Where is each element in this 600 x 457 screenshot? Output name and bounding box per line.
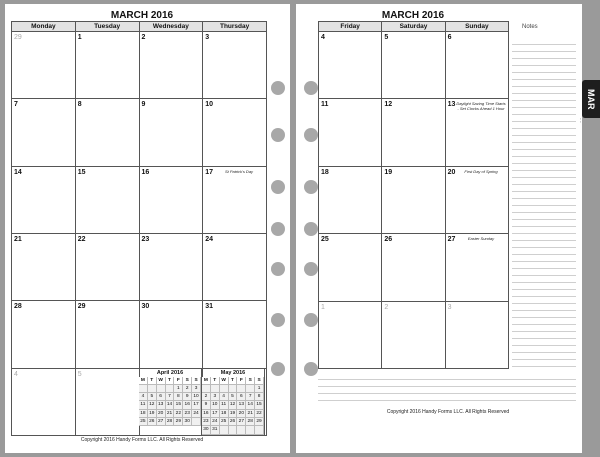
copyright: Copyright 2016 Handy Forms LLC. All Rights Reserved [80, 437, 204, 443]
mini-weekday: S [255, 377, 264, 385]
mini-day: 24 [211, 418, 220, 426]
mini-day: 1 [174, 385, 183, 393]
day-cell[interactable] [446, 32, 509, 99]
mini-day: 9 [202, 401, 211, 409]
binder-hole [271, 180, 285, 194]
mini-day: 3 [192, 385, 201, 393]
mini-day: 18 [220, 410, 229, 418]
mini-calendar-grid [139, 377, 201, 427]
day-cell[interactable] [382, 167, 445, 234]
day-cell[interactable] [203, 32, 267, 99]
mini-day: 17 [211, 410, 220, 418]
day-number: 13 [447, 101, 456, 109]
mini-day: 8 [174, 393, 183, 401]
binder-hole [304, 81, 318, 95]
mini-day: 21 [166, 410, 175, 418]
mini-weekday: S [246, 377, 255, 385]
mini-day: 5 [229, 393, 238, 401]
mini-day [157, 385, 166, 393]
weekday-header: Monday [12, 22, 76, 32]
mini-day: 7 [166, 393, 175, 401]
mini-day: 6 [237, 393, 246, 401]
binder-hole [271, 362, 285, 376]
day-number: 27 [447, 236, 456, 244]
mini-day: 29 [174, 418, 183, 426]
day-number: 2 [384, 303, 389, 311]
mini-day: 26 [229, 418, 238, 426]
day-number: 3 [447, 303, 452, 311]
mini-day: 11 [139, 401, 148, 409]
mini-day: 8 [255, 393, 264, 401]
day-cell[interactable] [140, 234, 204, 301]
binder-hole [304, 180, 318, 194]
mini-day: 22 [255, 410, 264, 418]
day-number: 1 [321, 303, 325, 311]
mini-weekday: M [139, 377, 148, 385]
day-cell[interactable] [319, 167, 382, 234]
day-number: 8 [77, 101, 82, 109]
holiday-note: First Day of Spring [464, 168, 498, 174]
mini-day: 19 [148, 410, 157, 418]
day-cell[interactable] [140, 167, 204, 234]
notes-lines [512, 38, 576, 368]
mini-day: 24 [192, 410, 201, 418]
mini-day [202, 385, 211, 393]
mini-weekday: M [202, 377, 211, 385]
day-cell[interactable] [319, 99, 382, 166]
mini-day: 4 [220, 393, 229, 401]
day-cell[interactable] [203, 301, 267, 368]
day-number: 23 [141, 236, 150, 243]
day-cell[interactable] [319, 234, 382, 301]
mini-day: 28 [166, 418, 175, 426]
mini-day: 6 [157, 393, 166, 401]
mini-day: 30 [183, 418, 192, 426]
day-cell[interactable] [12, 167, 76, 234]
day-cell[interactable] [76, 369, 140, 436]
weekday-header: Wednesday [140, 22, 204, 32]
day-number: 26 [384, 236, 393, 244]
day-cell[interactable] [446, 167, 509, 234]
mini-weekday: T [229, 377, 238, 385]
binder-hole [304, 362, 318, 376]
day-cell[interactable] [203, 234, 267, 301]
mini-weekday: F [237, 377, 246, 385]
mini-day: 7 [246, 393, 255, 401]
day-number: 15 [77, 168, 86, 176]
day-cell[interactable] [140, 301, 204, 368]
mini-day: 3 [211, 393, 220, 401]
calendar-grid-right [318, 21, 509, 369]
day-number: 14 [14, 168, 22, 176]
mini-weekday: W [157, 377, 166, 385]
mini-day: 12 [148, 401, 157, 409]
day-number: 29 [14, 34, 22, 41]
mini-day [255, 426, 264, 434]
day-number: 25 [321, 236, 329, 244]
day-number: 20 [447, 168, 456, 176]
mini-day: 14 [166, 401, 175, 409]
mini-day [237, 426, 246, 434]
mini-day: 1 [255, 385, 264, 393]
mini-day: 25 [220, 418, 229, 426]
mini-day: 30 [202, 426, 211, 434]
day-number: 4 [14, 370, 18, 378]
mini-day: 25 [139, 418, 148, 426]
mini-day: 15 [174, 401, 183, 409]
mini-day [139, 385, 148, 393]
mini-day: 23 [183, 410, 192, 418]
binder-hole [271, 262, 285, 276]
mini-weekday: S [183, 377, 192, 385]
mini-day: 20 [157, 410, 166, 418]
day-number: 30 [141, 303, 150, 311]
binder-hole [271, 313, 285, 327]
mini-weekday: T [148, 377, 157, 385]
mini-day: 2 [183, 385, 192, 393]
page-title: MARCH 2016 [381, 10, 445, 21]
weekday-header: Tuesday [76, 22, 140, 32]
day-cell[interactable] [76, 234, 140, 301]
mini-day: 21 [246, 410, 255, 418]
weekday-header: Thursday [203, 22, 267, 32]
day-cell[interactable] [203, 167, 267, 234]
day-cell[interactable] [76, 301, 140, 368]
mini-day: 26 [148, 418, 157, 426]
mini-day: 20 [237, 410, 246, 418]
mini-day [229, 385, 238, 393]
mini-day: 27 [237, 418, 246, 426]
binder-hole [271, 81, 285, 95]
day-number: 5 [384, 34, 389, 41]
day-cell[interactable] [76, 167, 140, 234]
weekday-header: Saturday [382, 22, 445, 32]
day-cell[interactable] [12, 301, 76, 368]
binder-hole [304, 313, 318, 327]
day-number: 19 [384, 168, 393, 176]
day-number: 5 [77, 370, 82, 378]
binder-hole [271, 128, 285, 142]
binder-hole [304, 128, 318, 142]
mini-day: 29 [255, 418, 264, 426]
mini-day: 9 [183, 393, 192, 401]
day-number: 18 [321, 168, 329, 176]
day-number: 24 [205, 236, 214, 243]
holiday-note: St Patrick's Day [224, 168, 254, 174]
mini-day [246, 385, 255, 393]
mini-day: 19 [229, 410, 238, 418]
day-cell[interactable] [446, 99, 509, 166]
mini-day [246, 426, 255, 434]
day-number: 22 [77, 236, 86, 243]
day-number: 31 [205, 303, 214, 311]
mini-day: 15 [255, 401, 264, 409]
day-cell[interactable] [12, 99, 76, 166]
mini-day [229, 426, 238, 434]
month-tab[interactable]: MAR [582, 80, 600, 118]
holiday-note: Easter Sunday [467, 236, 495, 242]
day-cell[interactable] [382, 302, 445, 369]
left-page [5, 4, 290, 453]
mini-weekday: S [192, 377, 201, 385]
day-number: 3 [205, 34, 210, 41]
mini-weekday: W [220, 377, 229, 385]
weekday-header: Sunday [446, 22, 509, 32]
day-number: 1 [77, 34, 82, 41]
day-cell[interactable] [319, 302, 382, 369]
mini-calendar-grid [202, 377, 264, 435]
day-cell[interactable] [12, 369, 76, 436]
day-cell[interactable] [140, 99, 204, 166]
day-number: 7 [14, 101, 18, 109]
mini-day [220, 426, 229, 434]
mini-day [211, 385, 220, 393]
mini-calendar-title: May 2016 [220, 369, 246, 376]
mini-day: 22 [174, 410, 183, 418]
binder-hole [304, 262, 318, 276]
mini-day: 23 [202, 418, 211, 426]
day-cell[interactable] [76, 32, 140, 99]
mini-day: 11 [220, 401, 229, 409]
right-page [296, 4, 582, 453]
day-number: 4 [321, 34, 325, 41]
mini-day: 28 [246, 418, 255, 426]
mini-weekday: F [174, 377, 183, 385]
mini-day: 16 [183, 401, 192, 409]
mini-day [192, 418, 201, 426]
mini-calendars [139, 369, 265, 435]
mini-day: 17 [192, 401, 201, 409]
mini-day: 10 [192, 393, 201, 401]
copyright: Copyright 2016 Handy Forms LLC. All Rights Reserved [386, 409, 510, 415]
mini-day: 16 [202, 410, 211, 418]
day-cell[interactable] [12, 32, 76, 99]
mini-day [220, 385, 229, 393]
mini-calendar-title: April 2016 [156, 369, 184, 376]
day-cell[interactable] [319, 32, 382, 99]
day-number: 9 [141, 101, 146, 109]
mini-weekday: T [166, 377, 175, 385]
binder-hole [304, 222, 318, 236]
mini-day: 27 [157, 418, 166, 426]
day-cell[interactable] [140, 32, 204, 99]
day-cell[interactable] [382, 99, 445, 166]
mini-day: 4 [139, 393, 148, 401]
tab-mark: - - [577, 118, 583, 123]
day-number: 11 [321, 101, 329, 109]
mini-day: 12 [229, 401, 238, 409]
day-number: 2 [141, 34, 146, 41]
page-title: MARCH 2016 [110, 10, 174, 21]
day-cell[interactable] [12, 234, 76, 301]
day-number: 17 [205, 168, 214, 176]
day-cell[interactable] [203, 99, 267, 166]
mini-day: 13 [157, 401, 166, 409]
day-number: 16 [141, 168, 150, 176]
day-number: 28 [14, 303, 22, 311]
binder-hole [271, 222, 285, 236]
notes-label: Notes [522, 24, 538, 30]
mini-day: 14 [246, 401, 255, 409]
day-number: 29 [77, 303, 86, 311]
mini-weekday: T [211, 377, 220, 385]
day-number: 10 [205, 101, 214, 109]
mini-calendar [139, 369, 202, 435]
day-number: 21 [14, 236, 22, 243]
day-number: 6 [447, 34, 452, 41]
weekday-header: Friday [319, 22, 382, 32]
mini-day: 31 [211, 426, 220, 434]
mini-day [166, 385, 175, 393]
day-cell[interactable] [382, 234, 445, 301]
holiday-note: Daylight Saving Time Starts - Set Clocks Ahead 1 Hour [456, 101, 506, 111]
day-cell[interactable] [446, 234, 509, 301]
mini-calendar [202, 369, 265, 435]
mini-day: 2 [202, 393, 211, 401]
mini-day: 18 [139, 410, 148, 418]
day-cell[interactable] [76, 99, 140, 166]
mini-day [148, 385, 157, 393]
mini-day: 5 [148, 393, 157, 401]
mini-day: 10 [211, 401, 220, 409]
day-cell[interactable] [446, 302, 509, 369]
day-cell[interactable] [382, 32, 445, 99]
day-number: 12 [384, 101, 393, 109]
mini-day [237, 385, 246, 393]
bottom-lines [318, 373, 576, 407]
mini-day: 13 [237, 401, 246, 409]
